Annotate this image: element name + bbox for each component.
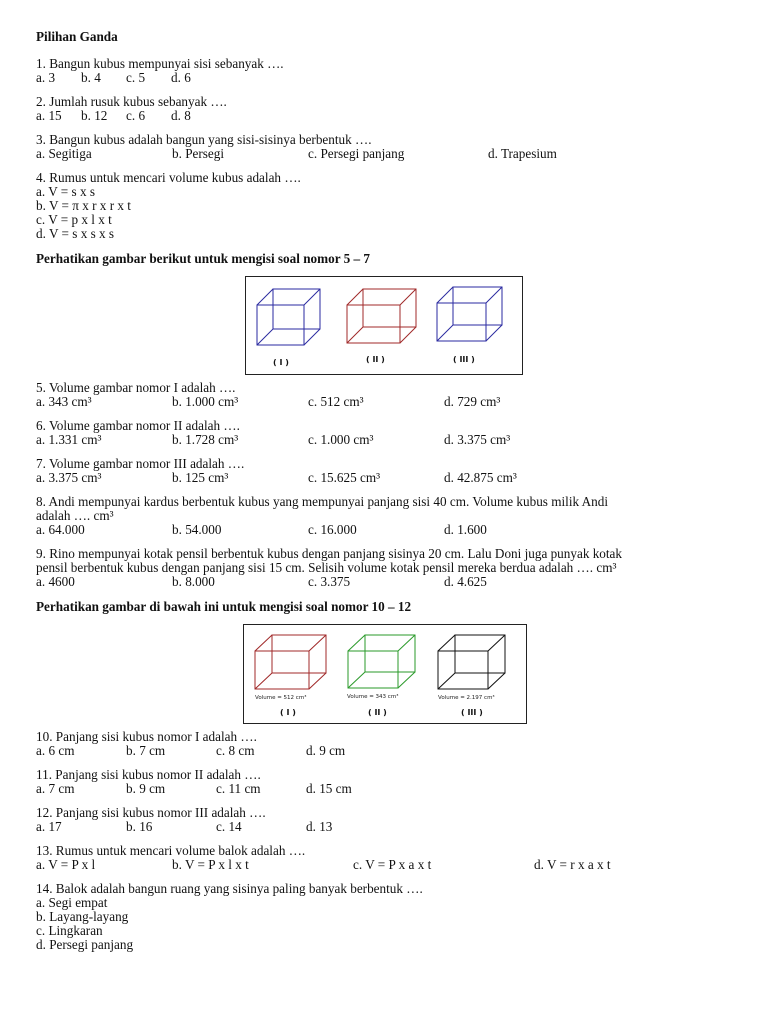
question-13 <box>36 844 736 872</box>
option-b: b. 54.000 <box>172 522 222 537</box>
question-text-line-1: 9. Rino mempunyai kotak pensil berbentuk kubus dengan panjang sisinya 20 cm. Lalu Doni juga punyak kotak <box>36 546 623 561</box>
option-c: c. 14 <box>216 819 242 834</box>
option-c: c. 6 <box>126 108 146 123</box>
option-b: b. 9 cm <box>126 781 166 796</box>
options-row <box>36 782 736 796</box>
option-c: c. 512 cm³ <box>308 394 364 409</box>
figure-instruction-1: Perhatikan gambar berikut untuk mengisi soal nomor 5 – 7 <box>36 251 371 266</box>
section-title: Pilihan Ganda <box>36 29 118 44</box>
option-a: a. 1.331 cm³ <box>36 432 102 447</box>
option-d: d. 8 <box>171 108 191 123</box>
cube-I-back <box>273 289 320 329</box>
numeral-III: ( III ) <box>461 708 483 717</box>
option-a: a. 3.375 cm³ <box>36 470 102 485</box>
question-1 <box>36 57 736 85</box>
option-c: c. V = P x a x t <box>353 857 432 872</box>
question-text: 3. Bangun kubus adalah bangun yang sisi-sisinya berbentuk …. <box>36 132 372 147</box>
option-c: c. 11 cm <box>216 781 261 796</box>
question-text: 11. Panjang sisi kubus nomor II adalah …. <box>36 767 261 782</box>
option-b: b. 4 <box>81 70 101 85</box>
options-row <box>36 395 736 409</box>
option-d: d. 9 cm <box>306 743 346 758</box>
option-c: c. 5 <box>126 70 146 85</box>
cube-I-side-label: 10 cm <box>272 339 290 345</box>
option-b: b. Layang-layang <box>36 909 129 924</box>
question-12 <box>36 806 736 834</box>
options-row <box>36 575 736 589</box>
option-b: b. 1.728 cm³ <box>172 432 239 447</box>
question-4 <box>36 171 736 241</box>
option-a: a. 7 cm <box>36 781 75 796</box>
cube-I <box>255 635 326 689</box>
option-c: c. 1.000 cm³ <box>308 432 374 447</box>
cube-III <box>438 635 505 689</box>
option-d: d. 1.600 <box>444 522 487 537</box>
option-a: a. 343 cm³ <box>36 394 92 409</box>
options-row <box>36 820 736 834</box>
options-row <box>36 858 736 872</box>
options-row <box>36 744 736 758</box>
option-a: a. V = s x s <box>36 184 95 199</box>
cube-figure-1 <box>245 276 523 375</box>
options-row <box>36 471 736 485</box>
option-c: c. 8 cm <box>216 743 255 758</box>
question-text: 13. Rumus untuk mencari volume balok adalah …. <box>36 843 306 858</box>
question-10 <box>36 730 736 758</box>
question-text-line-2: pensil berbentuk kubus dengan panjang sisi 15 cm. Selisih volume kotak pensil mereka berdua adalah …. cm³ <box>36 560 617 575</box>
option-b: b. 8.000 <box>172 574 215 589</box>
cube-II-volume-label: Volume = 343 cm³ <box>347 694 399 700</box>
option-d: d. 3.375 cm³ <box>444 432 511 447</box>
question-5 <box>36 381 736 409</box>
option-a: a. 3 <box>36 70 56 85</box>
question-text: 6. Volume gambar nomor II adalah …. <box>36 418 240 433</box>
cube-figure-2 <box>243 624 527 724</box>
question-3 <box>36 133 736 161</box>
question-8 <box>36 495 736 537</box>
option-d: d. 6 <box>171 70 191 85</box>
option-a: a. 17 <box>36 819 62 834</box>
options-row <box>36 71 736 85</box>
question-text: 10. Panjang sisi kubus nomor I adalah …. <box>36 729 257 744</box>
option-d: d. 15 cm <box>306 781 352 796</box>
cube-II <box>347 289 416 343</box>
option-a: a. 64.000 <box>36 522 85 537</box>
option-d: d. 4.625 <box>444 574 487 589</box>
cube-III-side-label: 25 cm <box>455 333 473 339</box>
numeral-III: ( III ) <box>453 355 475 364</box>
option-c: c. 16.000 <box>308 522 357 537</box>
option-b: b. 16 <box>126 819 153 834</box>
question-11 <box>36 768 736 796</box>
option-a: a. V = P x l <box>36 857 96 872</box>
question-text: 7. Volume gambar nomor III adalah …. <box>36 456 245 471</box>
option-c: c. 3.375 <box>308 574 351 589</box>
question-text: 5. Volume gambar nomor I adalah …. <box>36 380 236 395</box>
worksheet <box>36 29 736 962</box>
option-c: c. Lingkaran <box>36 923 103 938</box>
cube-III-volume-label: Volume = 2.197 cm³ <box>438 695 495 701</box>
cube-I-volume-label: Volume = 512 cm³ <box>255 695 307 701</box>
option-a: a. Segitiga <box>36 146 92 161</box>
question-text: 1. Bangun kubus mempunyai sisi sebanyak …. <box>36 56 284 71</box>
options-row <box>36 147 736 161</box>
option-b: b. V = π x r x r x t <box>36 198 131 213</box>
option-b: b. 1.000 cm³ <box>172 394 239 409</box>
numeral-I: ( I ) <box>273 358 289 367</box>
numeral-II: ( II ) <box>366 355 385 364</box>
question-text-line-2: adalah …. cm³ <box>36 508 114 523</box>
option-a: a. 15 <box>36 108 62 123</box>
numeral-II: ( II ) <box>368 708 387 717</box>
option-b: b. 125 cm³ <box>172 470 229 485</box>
option-b: b. 7 cm <box>126 743 166 758</box>
option-d: d. 13 <box>306 819 333 834</box>
option-c: c. Persegi panjang <box>308 146 405 161</box>
question-text-line-1: 8. Andi mempunyai kardus berbentuk kubus yang mempunyai panjang sisi 40 cm. Volume kubus milik Andi <box>36 494 609 509</box>
options-row <box>36 523 736 537</box>
option-a: a. 4600 <box>36 574 75 589</box>
option-a: a. 6 cm <box>36 743 75 758</box>
option-d: d. V = s x s x s <box>36 226 115 241</box>
question-text: 12. Panjang sisi kubus nomor III adalah …. <box>36 805 266 820</box>
cube-I <box>257 289 320 345</box>
question-text: 4. Rumus untuk mencari volume kubus adalah …. <box>36 170 301 185</box>
option-d: d. Trapesium <box>488 146 557 161</box>
option-d: d. Persegi panjang <box>36 937 134 952</box>
option-b: b. 12 <box>81 108 108 123</box>
question-2 <box>36 95 736 123</box>
cube-III <box>437 287 502 341</box>
option-b: b. V = P x l x t <box>172 857 249 872</box>
cube-II <box>348 635 415 688</box>
figure-instruction-2: Perhatikan gambar di bawah ini untuk mengisi soal nomor 10 – 12 <box>36 599 412 614</box>
question-text: 2. Jumlah rusuk kubus sebanyak …. <box>36 94 227 109</box>
cube-I-front <box>257 305 304 345</box>
question-14 <box>36 882 736 952</box>
question-9 <box>36 547 736 589</box>
options-row <box>36 109 736 123</box>
option-d: d. 42.875 cm³ <box>444 470 517 485</box>
option-b: b. Persegi <box>172 146 225 161</box>
numeral-I: ( I ) <box>280 708 296 717</box>
option-c: c. V = p x l x t <box>36 212 112 227</box>
option-c: c. 15.625 cm³ <box>308 470 381 485</box>
option-d: d. 729 cm³ <box>444 394 501 409</box>
option-a: a. Segi empat <box>36 895 108 910</box>
question-6 <box>36 419 736 447</box>
options-row <box>36 433 736 447</box>
cube-II-side-label: 12 cm <box>364 336 382 342</box>
question-7 <box>36 457 736 485</box>
option-d: d. V = r x a x t <box>534 857 611 872</box>
question-text: 14. Balok adalah bangun ruang yang sisinya paling banyak berbentuk …. <box>36 881 423 896</box>
